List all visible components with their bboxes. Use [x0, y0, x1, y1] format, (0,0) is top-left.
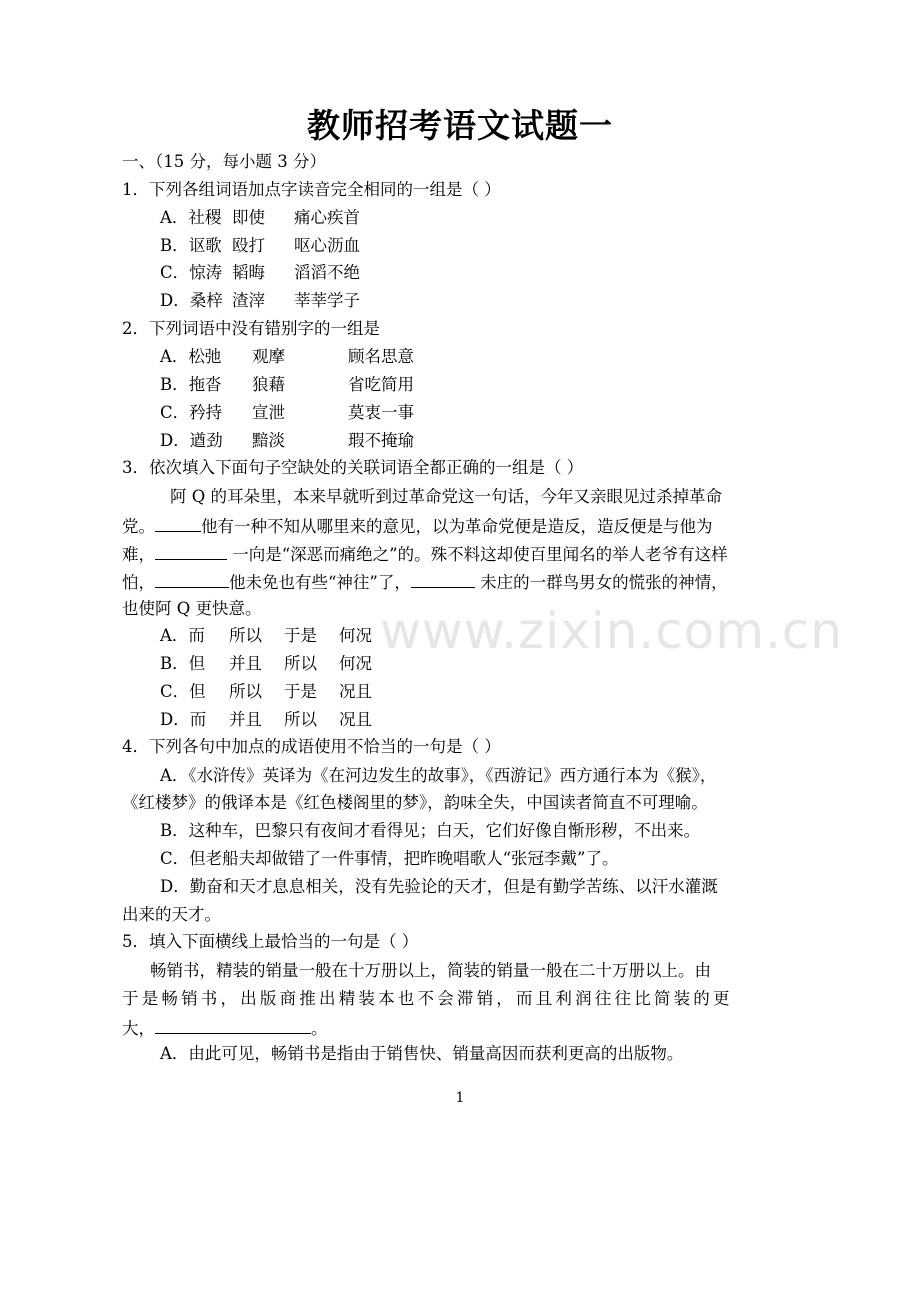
q4-option-b: B．这种车，巴黎只有夜间才看得见；白天，它们好像自惭形秽，不出来。 — [160, 821, 701, 840]
answer-blank — [155, 571, 229, 588]
q3-passage-line-2 — [122, 515, 713, 537]
option-text: 所以 — [229, 626, 262, 645]
option-text: 韬晦 — [232, 263, 265, 282]
passage-text: 怕， — [122, 573, 155, 592]
answer-blank — [411, 571, 475, 588]
option-text: A．社稷 — [160, 208, 222, 227]
q1-option-b — [160, 236, 360, 256]
option-text: 于是 — [284, 682, 317, 701]
q4-option-d-line-2: 出来的天才。 — [122, 905, 221, 924]
answer-blank — [155, 1017, 311, 1034]
option-text: 即使 — [232, 208, 265, 227]
option-text: 滔滔不绝 — [294, 263, 360, 282]
option-text: B．讴歌 — [160, 236, 222, 255]
answer-blank — [155, 515, 201, 532]
option-text: A．松弛 — [160, 347, 222, 366]
q4-option-d-line-1: D．勤奋和天才息息相关，没有先验论的天才，但是有勤学苦练、以汗水灌溉 — [160, 877, 718, 896]
q2-option-d — [160, 431, 414, 451]
option-text: 痛心疾首 — [294, 208, 360, 227]
option-text: 所以 — [284, 654, 317, 673]
q4-option-a-line-1: A．《水浒传》英译为《在河边发生的故事》，《西游记》西方通行本为《猴》， — [160, 766, 717, 785]
option-text: D．而 — [160, 710, 207, 729]
question-3-stem: 3．依次填入下面句子空缺处的关联词语全都正确的一组是（ ） — [122, 458, 584, 477]
option-text: 并且 — [229, 710, 262, 729]
option-text: 况且 — [339, 710, 372, 729]
passage-text: 难， — [122, 545, 155, 564]
question-2-stem: 2．下列词语中没有错别字的一组是 — [122, 319, 380, 338]
q3-passage-line-1: 阿 Q 的耳朵里，本来早就听到过革命党这一句话，今年又亲眼见过杀掉革命 — [170, 487, 723, 506]
option-text: D．遒劲 — [160, 431, 223, 450]
option-text: 呕心沥血 — [294, 236, 360, 255]
option-text: 黯淡 — [252, 431, 285, 450]
question-4-stem: 4．下列各句中加点的成语使用不恰当的一句是（ ） — [122, 737, 501, 756]
passage-text: 他未免也有些“神往”了， — [229, 573, 411, 592]
q1-option-d — [160, 291, 360, 311]
option-text: C．惊涛 — [160, 263, 223, 282]
q3-option-d — [160, 710, 372, 730]
q1-option-c — [160, 263, 360, 283]
q5-passage-line-1: 畅销书，精装的销量一般在十万册以上，简装的销量一般在二十万册以上。由 — [150, 961, 711, 980]
option-text: C．矜持 — [160, 403, 223, 422]
option-text: D．桑梓 — [160, 291, 223, 310]
option-text: 莫衷一事 — [348, 403, 414, 422]
q4-option-a-line-2: 《红楼梦》的俄译本是《红色楼阁里的梦》，韵味全失，中国读者简直不可理喻。 — [122, 793, 708, 812]
option-text: 宣泄 — [252, 403, 285, 422]
option-text: 并且 — [229, 654, 262, 673]
option-text: 何况 — [339, 626, 372, 645]
page-title: 教师招考语文试题一 — [307, 106, 613, 145]
question-1-stem: 1．下列各组词语加点字读音完全相同的一组是（ ） — [122, 180, 501, 199]
q5-passage-line-3 — [122, 1017, 328, 1039]
watermark: www.zixin.com.cn — [380, 602, 844, 660]
option-text: B．拖沓 — [160, 375, 222, 394]
option-text: C．但 — [160, 682, 206, 701]
option-text: 况且 — [339, 682, 372, 701]
passage-text: 未庄的一群鸟男女的慌张的神情， — [474, 573, 728, 592]
option-text: A．而 — [160, 626, 205, 645]
passage-text: 他有一种不知从哪里来的意见，以为革命党便是造反，造反便是与他为 — [201, 517, 713, 536]
passage-text: 大， — [122, 1019, 155, 1038]
option-text: 瑕不掩瑜 — [348, 431, 414, 450]
page-number: 1 — [455, 1090, 465, 1106]
q2-option-c — [160, 403, 414, 423]
q1-option-a — [160, 208, 360, 228]
q5-passage-line-2: 于是畅销书，出版商推出精装本也不会滞销，而且利润往往比简装的更 — [122, 989, 733, 1008]
passage-text: 党。 — [122, 517, 155, 536]
option-text: 顾名思意 — [348, 347, 414, 366]
passage-text: 。 — [311, 1019, 328, 1038]
option-text: 狼藉 — [252, 375, 285, 394]
option-text: 何况 — [339, 654, 372, 673]
option-text: 殴打 — [232, 236, 265, 255]
section-heading: 一、（15 分，每小题 3 分） — [122, 152, 326, 171]
option-text: 于是 — [284, 626, 317, 645]
option-text: B．但 — [160, 654, 206, 673]
option-text: 渣滓 — [232, 291, 265, 310]
q2-option-a — [160, 347, 414, 367]
q3-option-c — [160, 682, 372, 702]
option-text: 观摩 — [252, 347, 285, 366]
q3-passage-line-5: 也使阿 Q 更快意。 — [122, 599, 262, 618]
option-text: 省吃简用 — [348, 375, 414, 394]
q4-option-c: C．但老船夫却做错了一件事情，把昨晚唱歌人“张冠李戴”了。 — [160, 849, 619, 868]
question-5-stem: 5．填入下面横线上最恰当的一句是（ ） — [122, 932, 419, 951]
option-text: 莘莘学子 — [294, 291, 360, 310]
option-text: 所以 — [284, 710, 317, 729]
q3-option-b — [160, 654, 372, 674]
q2-option-b — [160, 375, 414, 395]
passage-text: 一向是“深恶而痛绝之”的。殊不料这却使百里闻名的举人老爷有这样 — [227, 545, 728, 564]
q5-option-a: A．由此可见，畅销书是指由于销售快、销量高因而获利更高的出版物。 — [160, 1044, 684, 1063]
option-text: 所以 — [229, 682, 262, 701]
q3-option-a — [160, 626, 372, 646]
q3-passage-line-3 — [122, 543, 728, 565]
answer-blank — [155, 543, 227, 560]
q3-passage-line-4 — [122, 571, 728, 593]
